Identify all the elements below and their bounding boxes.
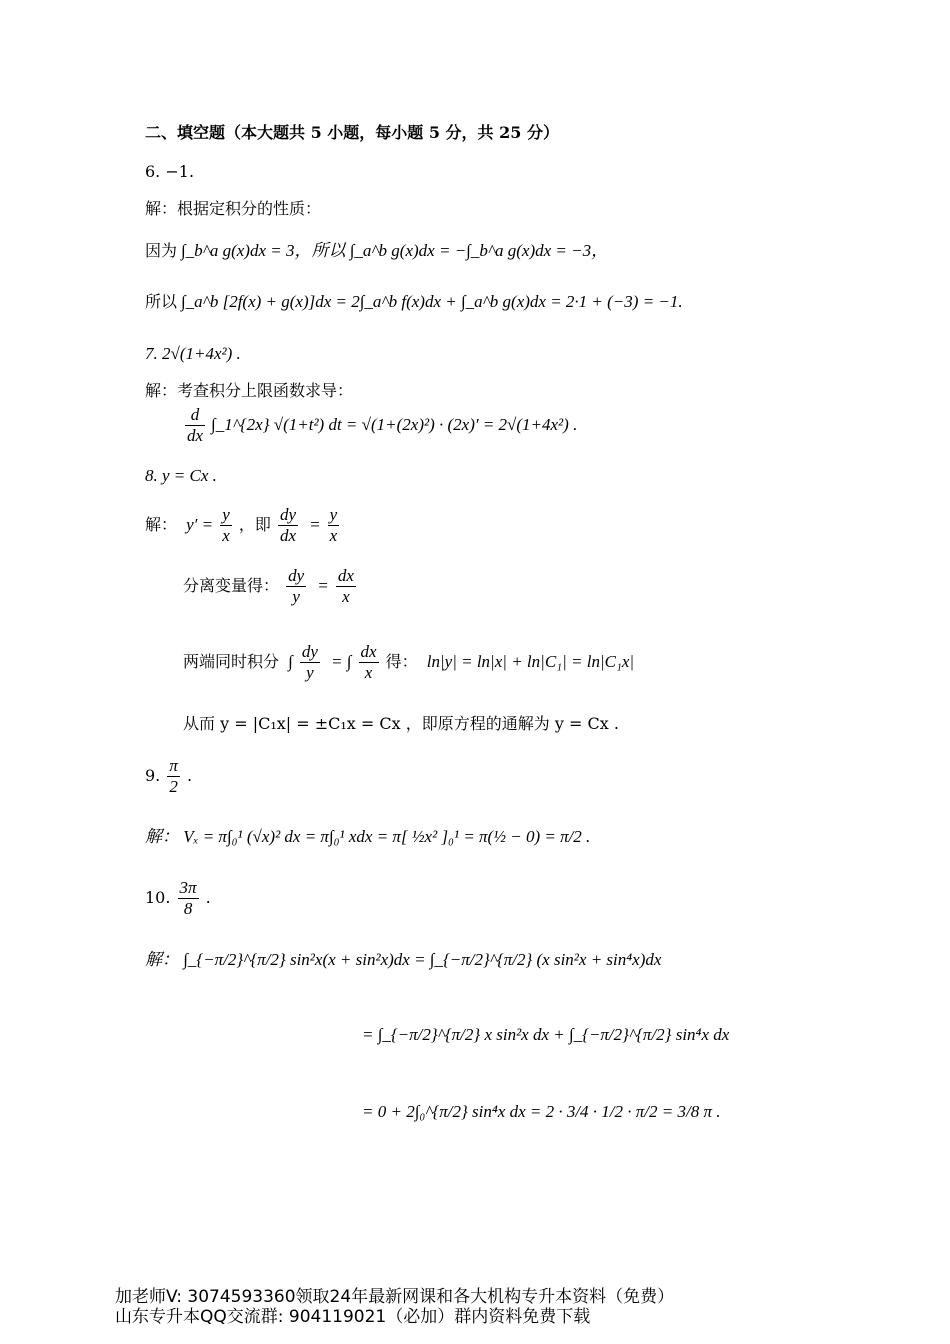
q8-fraction-5 xyxy=(336,566,356,607)
q6-line1-prefix: 因为 xyxy=(145,241,178,260)
q8-fraction-6 xyxy=(300,642,320,683)
q9-answer-tail: . xyxy=(186,766,193,785)
q6-solution-intro: 解：根据定积分的性质： xyxy=(145,199,322,218)
q8-f3-den: x xyxy=(329,526,338,545)
q7-deriv-den: dx xyxy=(187,426,204,445)
q8-f1-num: y xyxy=(222,505,230,524)
q10-step3: = 0 + 2∫₀^{π/2} sin⁴x dx = 2 · 3/4 · 1/2 · π/2 = 3/8 π . xyxy=(362,1102,721,1121)
q9-answer-den: 2 xyxy=(169,777,178,796)
q8-sep-eq: = xyxy=(317,576,329,595)
q9-answer xyxy=(145,756,192,797)
q8-int-label: 两端同时积分 xyxy=(183,652,280,671)
q6-line2-math: ∫_a^b [2f(x) + g(x)]dx = 2∫_a^b f(x)dx + ∫_a^b g(x)dx = 2·1 + (−3) = −1. xyxy=(181,292,683,311)
q8-fraction-2 xyxy=(278,505,298,546)
q8-f6-num: dy xyxy=(301,642,318,661)
q7-solution-intro: 解：考查积分上限函数求导： xyxy=(145,381,354,400)
q8-solution xyxy=(145,505,341,546)
q8-f4-den: y xyxy=(292,587,300,606)
q8-fraction-1 xyxy=(220,505,232,546)
q8-f5-num: dx xyxy=(337,566,354,585)
q8-answer: 8. y = Cx . xyxy=(145,466,217,485)
q10-answer-tail: . xyxy=(205,888,211,907)
q10-answer-num: 3π xyxy=(179,878,197,897)
q8-sep-label: 分离变量得： xyxy=(183,576,280,595)
q8-f1-den: x xyxy=(222,526,230,545)
q8-sol-a: y′ = xyxy=(186,515,214,534)
q8-f2-den: dx xyxy=(279,526,296,545)
q9-solution: 解： Vₓ = π∫₀¹ (√x)² dx = π∫₀¹ xdx = π[ ½x² ]₀¹ = π(½ − 0) = π/2 . xyxy=(145,827,591,846)
q8-conclusion: 从而 y = |C₁x| = ±C₁x = Cx ，即原方程的通解为 y = Cx . xyxy=(183,714,619,733)
q6-line1 xyxy=(145,241,608,261)
q7-deriv-num: d xyxy=(185,405,205,426)
q9-answer-label: 9. xyxy=(145,766,161,785)
q8-f7-den: x xyxy=(364,663,373,682)
footer-line-1: 加老师V: 3074593360领取24年最新网课和各大机构专升本资料（免费） xyxy=(115,1287,675,1307)
q8-separation xyxy=(183,566,358,607)
q8-sol-label: 解： xyxy=(145,515,178,534)
q8-int-a: ∫ xyxy=(288,652,293,671)
q8-fraction-3 xyxy=(328,505,340,546)
section-heading: 二、填空题（本大题共 5 小题，每小题 5 分，共 25 分） xyxy=(145,123,559,142)
q8-f3-num: y xyxy=(329,505,338,524)
q8-f4-num: dy xyxy=(288,566,305,585)
q8-sol-b: ，即 xyxy=(238,515,271,534)
q8-int-c: 得： xyxy=(385,652,418,671)
q10-step1: 解： ∫_{−π/2}^{π/2} sin²x(x + sin²x)dx = ∫_{−π/2}^{π/2} (x sin²x + sin⁴x)dx xyxy=(145,950,662,969)
q7-solution-math: ∫_1^{2x} √(1+t²) dt = √(1+(2x)²) · (2x)′ = 2√(1+4x²) . xyxy=(211,415,578,434)
q8-f7-num: dx xyxy=(360,642,377,661)
q9-answer-num: π xyxy=(169,756,178,775)
q7-derivative-fraction xyxy=(185,405,205,446)
q8-fraction-4 xyxy=(286,566,306,607)
q6-answer: 6. −1. xyxy=(145,162,195,181)
q7-derivative xyxy=(183,405,577,446)
q8-f2-num: dy xyxy=(279,505,296,524)
q8-int-b: = ∫ xyxy=(331,652,352,671)
q8-f5-den: x xyxy=(342,587,350,606)
q7-answer: 7. 2√(1+4x²) . xyxy=(145,344,241,363)
q8-fraction-7 xyxy=(359,642,379,683)
q10-answer-den: 8 xyxy=(183,899,193,918)
q6-line1-math: ∫_b^a g(x)dx = 3，所以 ∫_a^b g(x)dx = −∫_b^a g(x)dx = −3， xyxy=(181,241,609,260)
q9-answer-fraction xyxy=(167,756,180,797)
q10-answer xyxy=(145,878,211,919)
q10-step2: = ∫_{−π/2}^{π/2} x sin²x dx + ∫_{−π/2}^{π/2} sin⁴x dx xyxy=(362,1025,730,1044)
q6-line2 xyxy=(145,292,683,312)
footer-line-2: 山东专升本QQ交流群: 904119021（必加）群内资料免费下载 xyxy=(115,1307,591,1327)
q6-line2-prefix: 所以 xyxy=(145,292,178,311)
q8-integration xyxy=(183,642,634,683)
q8-int-result: ln|y| = ln|x| + ln|C₁| = ln|C₁x| xyxy=(426,652,635,671)
q8-f6-den: y xyxy=(306,663,314,682)
q10-answer-label: 10. xyxy=(145,888,171,907)
q10-answer-fraction xyxy=(178,878,199,919)
q8-sol-c: = xyxy=(309,515,321,534)
